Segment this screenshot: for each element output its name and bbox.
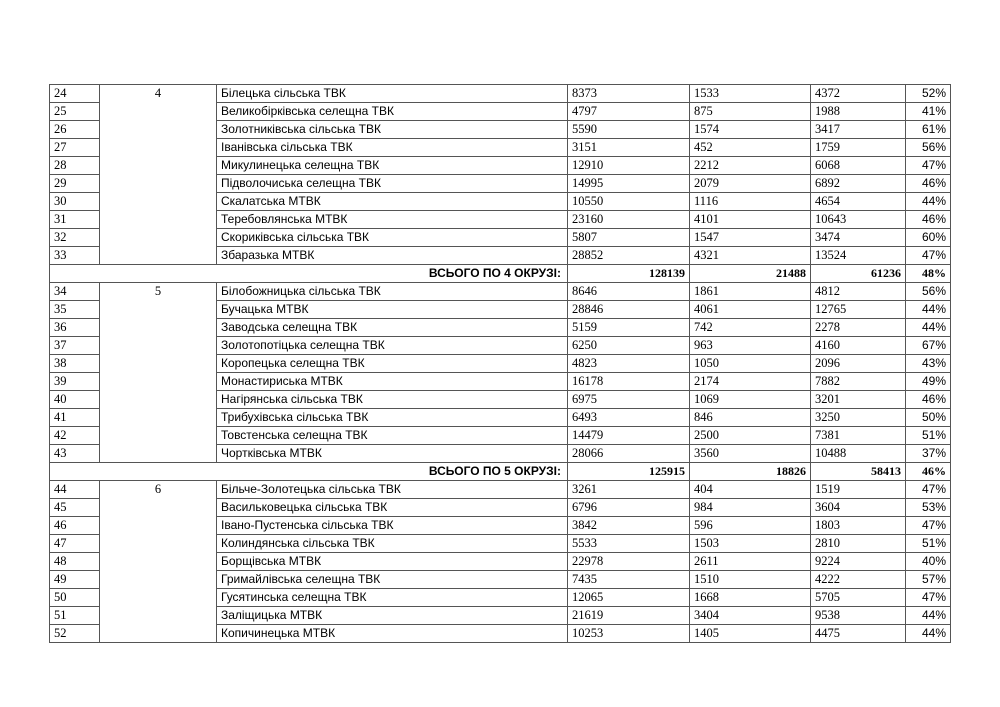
value-voters: 6250	[568, 337, 690, 355]
total-second: 21488	[690, 265, 811, 283]
value-third: 9538	[811, 607, 906, 625]
total-voters: 128139	[568, 265, 690, 283]
value-third: 4372	[811, 85, 906, 103]
commission-name: Борщівська МТВК	[217, 553, 568, 571]
value-second: 2174	[690, 373, 811, 391]
value-percent: 50%	[906, 409, 951, 427]
value-voters: 7435	[568, 571, 690, 589]
total-percent: 48%	[906, 265, 951, 283]
value-third: 4222	[811, 571, 906, 589]
commission-name: Копичинецька МТВК	[217, 625, 568, 643]
commission-name: Товстенська селещна ТВК	[217, 427, 568, 445]
commission-name: Монастириська МТВК	[217, 373, 568, 391]
commission-name: Білецька сільська ТВК	[217, 85, 568, 103]
row-number: 48	[50, 553, 100, 571]
value-third: 1803	[811, 517, 906, 535]
row-number: 34	[50, 283, 100, 301]
row-number: 26	[50, 121, 100, 139]
row-number: 45	[50, 499, 100, 517]
value-third: 3201	[811, 391, 906, 409]
value-third: 4812	[811, 283, 906, 301]
value-voters: 5590	[568, 121, 690, 139]
value-voters: 8373	[568, 85, 690, 103]
value-percent: 47%	[906, 247, 951, 265]
value-second: 875	[690, 103, 811, 121]
value-voters: 28846	[568, 301, 690, 319]
value-percent: 60%	[906, 229, 951, 247]
value-third: 2278	[811, 319, 906, 337]
value-voters: 4823	[568, 355, 690, 373]
value-percent: 44%	[906, 301, 951, 319]
value-voters: 10253	[568, 625, 690, 643]
table-row	[50, 85, 951, 103]
value-second: 1533	[690, 85, 811, 103]
value-second: 2500	[690, 427, 811, 445]
value-third: 7381	[811, 427, 906, 445]
value-voters: 6975	[568, 391, 690, 409]
commission-name: Заліщицька МТВК	[217, 607, 568, 625]
value-second: 963	[690, 337, 811, 355]
value-voters: 14995	[568, 175, 690, 193]
value-voters: 12065	[568, 589, 690, 607]
table-row	[50, 481, 951, 499]
value-third: 1759	[811, 139, 906, 157]
value-voters: 3842	[568, 517, 690, 535]
row-number: 39	[50, 373, 100, 391]
value-voters: 3151	[568, 139, 690, 157]
commission-name: Теребовлянська МТВК	[217, 211, 568, 229]
row-number: 40	[50, 391, 100, 409]
total-third: 58413	[811, 463, 906, 481]
commission-name: Микулинецька селещна ТВК	[217, 157, 568, 175]
value-percent: 46%	[906, 211, 951, 229]
value-percent: 46%	[906, 391, 951, 409]
okrug-number: 6	[100, 481, 217, 643]
value-third: 6068	[811, 157, 906, 175]
row-number: 33	[50, 247, 100, 265]
commission-name: Гусятинська селещна ТВК	[217, 589, 568, 607]
table-body	[50, 85, 951, 643]
row-number: 43	[50, 445, 100, 463]
commission-name: Збаразька МТВК	[217, 247, 568, 265]
value-third: 2096	[811, 355, 906, 373]
row-number: 47	[50, 535, 100, 553]
row-number: 31	[50, 211, 100, 229]
value-percent: 41%	[906, 103, 951, 121]
value-second: 1861	[690, 283, 811, 301]
commission-name: Колиндянська сільська ТВК	[217, 535, 568, 553]
row-number: 28	[50, 157, 100, 175]
value-second: 1574	[690, 121, 811, 139]
value-second: 1050	[690, 355, 811, 373]
value-second: 984	[690, 499, 811, 517]
value-percent: 53%	[906, 499, 951, 517]
total-row	[50, 463, 951, 481]
value-percent: 61%	[906, 121, 951, 139]
row-number: 50	[50, 589, 100, 607]
value-second: 2212	[690, 157, 811, 175]
value-voters: 4797	[568, 103, 690, 121]
value-percent: 37%	[906, 445, 951, 463]
value-voters: 6493	[568, 409, 690, 427]
value-second: 1503	[690, 535, 811, 553]
value-third: 9224	[811, 553, 906, 571]
value-third: 7882	[811, 373, 906, 391]
commission-name: Іванівська сільська ТВК	[217, 139, 568, 157]
commission-name: Бучацька МТВК	[217, 301, 568, 319]
commission-name: Заводська селещна ТВК	[217, 319, 568, 337]
value-percent: 47%	[906, 157, 951, 175]
value-voters: 5533	[568, 535, 690, 553]
row-number: 27	[50, 139, 100, 157]
value-percent: 44%	[906, 625, 951, 643]
value-voters: 3261	[568, 481, 690, 499]
value-second: 1547	[690, 229, 811, 247]
row-number: 32	[50, 229, 100, 247]
value-third: 10488	[811, 445, 906, 463]
value-voters: 8646	[568, 283, 690, 301]
value-third: 3250	[811, 409, 906, 427]
value-second: 4321	[690, 247, 811, 265]
value-third: 10643	[811, 211, 906, 229]
commission-name: Білобожницька сільська ТВК	[217, 283, 568, 301]
commission-name: Скориківська сільська ТВК	[217, 229, 568, 247]
row-number: 37	[50, 337, 100, 355]
value-voters: 28852	[568, 247, 690, 265]
commission-name: Нагірянська сільська ТВК	[217, 391, 568, 409]
value-voters: 16178	[568, 373, 690, 391]
value-second: 596	[690, 517, 811, 535]
row-number: 41	[50, 409, 100, 427]
value-second: 1069	[690, 391, 811, 409]
value-percent: 46%	[906, 175, 951, 193]
value-voters: 5807	[568, 229, 690, 247]
value-voters: 6796	[568, 499, 690, 517]
row-number: 35	[50, 301, 100, 319]
value-voters: 21619	[568, 607, 690, 625]
row-number: 24	[50, 85, 100, 103]
value-third: 13524	[811, 247, 906, 265]
value-third: 4160	[811, 337, 906, 355]
value-voters: 10550	[568, 193, 690, 211]
row-number: 36	[50, 319, 100, 337]
row-number: 30	[50, 193, 100, 211]
value-percent: 44%	[906, 319, 951, 337]
row-number: 46	[50, 517, 100, 535]
total-label: ВСЬОГО ПО 5 ОКРУЗІ:	[50, 463, 568, 481]
value-third: 12765	[811, 301, 906, 319]
value-second: 3404	[690, 607, 811, 625]
commission-name: Більче-Золотецька сільська ТВК	[217, 481, 568, 499]
value-third: 3604	[811, 499, 906, 517]
value-voters: 23160	[568, 211, 690, 229]
value-percent: 51%	[906, 427, 951, 445]
value-percent: 44%	[906, 193, 951, 211]
value-second: 1405	[690, 625, 811, 643]
value-third: 3417	[811, 121, 906, 139]
value-third: 1519	[811, 481, 906, 499]
commission-name: Гримайлівська селещна ТВК	[217, 571, 568, 589]
value-third: 4475	[811, 625, 906, 643]
total-second: 18826	[690, 463, 811, 481]
value-percent: 67%	[906, 337, 951, 355]
value-third: 4654	[811, 193, 906, 211]
value-voters: 5159	[568, 319, 690, 337]
value-second: 1510	[690, 571, 811, 589]
commission-name: Івано-Пустенська сільська ТВК	[217, 517, 568, 535]
value-third: 5705	[811, 589, 906, 607]
okrug-number: 4	[100, 85, 217, 265]
value-second: 742	[690, 319, 811, 337]
value-percent: 57%	[906, 571, 951, 589]
value-voters: 14479	[568, 427, 690, 445]
value-percent: 51%	[906, 535, 951, 553]
row-number: 51	[50, 607, 100, 625]
value-percent: 56%	[906, 139, 951, 157]
row-number: 29	[50, 175, 100, 193]
commission-name: Золотниківська сільська ТВК	[217, 121, 568, 139]
row-number: 52	[50, 625, 100, 643]
commission-name: Трибухівська сільська ТВК	[217, 409, 568, 427]
value-percent: 56%	[906, 283, 951, 301]
commission-name: Скалатська МТВК	[217, 193, 568, 211]
table-row	[50, 283, 951, 301]
commission-name: Підволочиська селещна ТВК	[217, 175, 568, 193]
value-percent: 40%	[906, 553, 951, 571]
total-percent: 46%	[906, 463, 951, 481]
row-number: 42	[50, 427, 100, 445]
total-label: ВСЬОГО ПО 4 ОКРУЗІ:	[50, 265, 568, 283]
value-voters: 12910	[568, 157, 690, 175]
value-percent: 52%	[906, 85, 951, 103]
value-voters: 28066	[568, 445, 690, 463]
value-percent: 47%	[906, 481, 951, 499]
results-table	[49, 84, 951, 643]
okrug-number: 5	[100, 283, 217, 463]
row-number: 49	[50, 571, 100, 589]
value-percent: 43%	[906, 355, 951, 373]
value-percent: 44%	[906, 607, 951, 625]
commission-name: Коропецька селещна ТВК	[217, 355, 568, 373]
value-third: 3474	[811, 229, 906, 247]
value-third: 2810	[811, 535, 906, 553]
value-second: 2079	[690, 175, 811, 193]
value-second: 404	[690, 481, 811, 499]
value-second: 4101	[690, 211, 811, 229]
commission-name: Великобірківська селещна ТВК	[217, 103, 568, 121]
value-second: 846	[690, 409, 811, 427]
value-second: 1116	[690, 193, 811, 211]
row-number: 38	[50, 355, 100, 373]
row-number: 44	[50, 481, 100, 499]
value-third: 6892	[811, 175, 906, 193]
value-percent: 47%	[906, 517, 951, 535]
total-voters: 125915	[568, 463, 690, 481]
value-percent: 47%	[906, 589, 951, 607]
commission-name: Васильковецька сільська ТВК	[217, 499, 568, 517]
value-second: 1668	[690, 589, 811, 607]
value-second: 2611	[690, 553, 811, 571]
commission-name: Золотопотіцька селещна ТВК	[217, 337, 568, 355]
value-second: 3560	[690, 445, 811, 463]
value-second: 452	[690, 139, 811, 157]
value-percent: 49%	[906, 373, 951, 391]
commission-name: Чортківська МТВК	[217, 445, 568, 463]
value-voters: 22978	[568, 553, 690, 571]
row-number: 25	[50, 103, 100, 121]
value-third: 1988	[811, 103, 906, 121]
total-row	[50, 265, 951, 283]
total-third: 61236	[811, 265, 906, 283]
value-second: 4061	[690, 301, 811, 319]
